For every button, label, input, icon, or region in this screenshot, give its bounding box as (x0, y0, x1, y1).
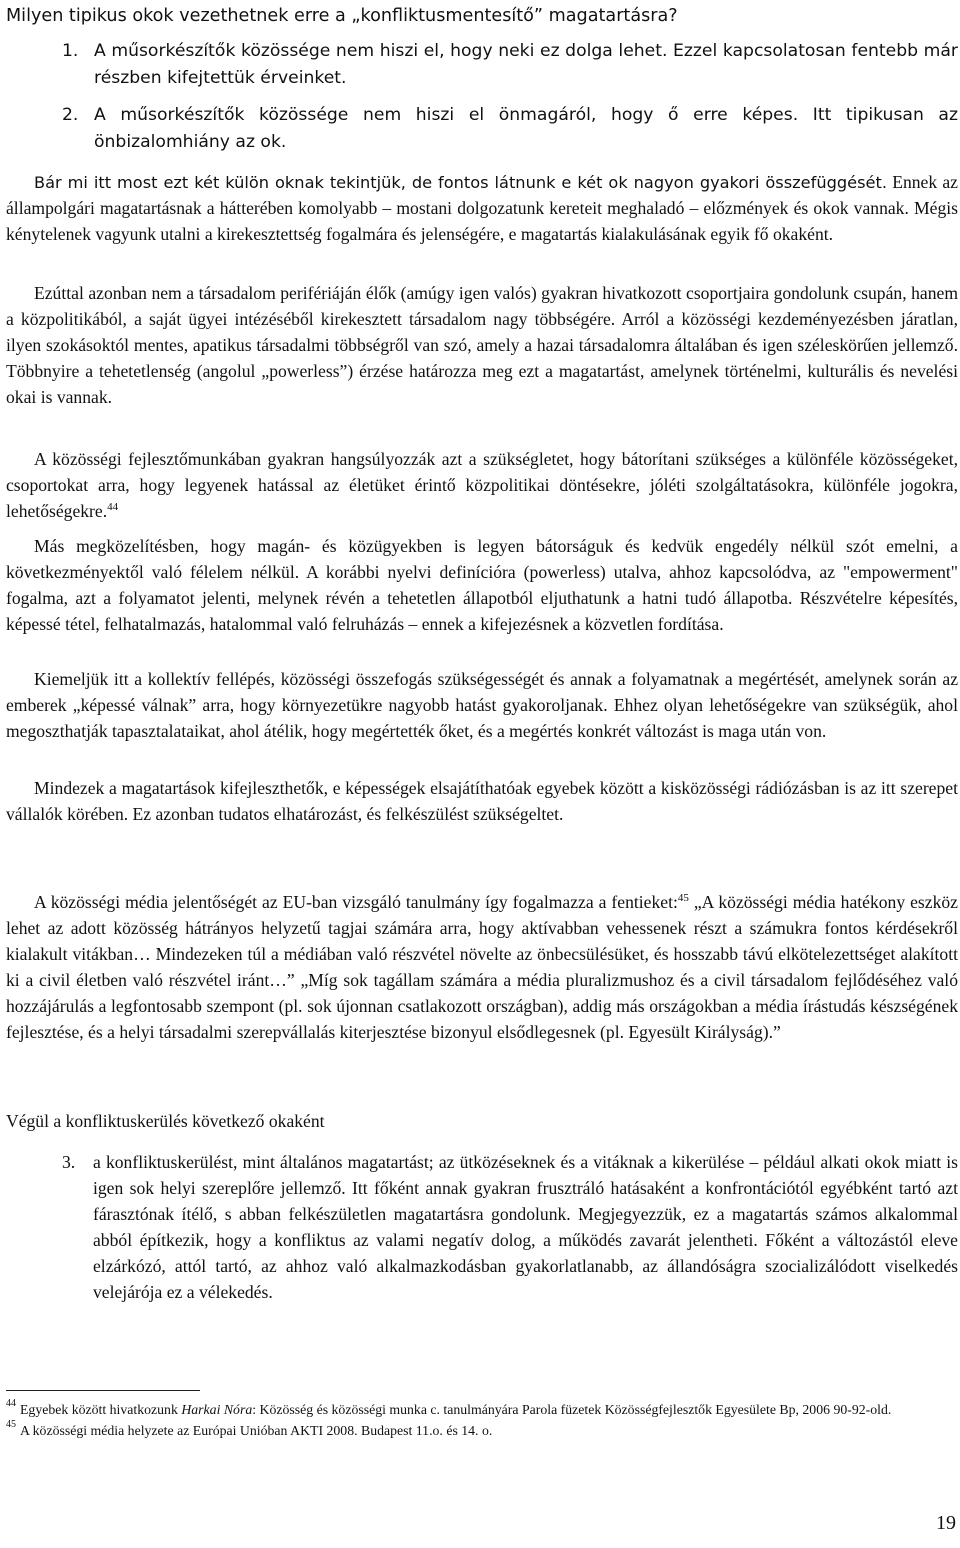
footnote-ref-44: 44 (107, 500, 119, 513)
footnotes (6, 1400, 958, 1440)
footnote-divider (6, 1390, 200, 1391)
footnote-text: A közösségi média helyzete az Európai Unióban AKTI 2008. Budapest 11.o. és 14. o. (20, 1423, 493, 1438)
footnote-44: 44 Egyebek között hivatkozunk Harkai Nóra: Közösség és közösségi munka c. tanulmányára Parola füzetek Közösségfejlesztők Egyesülete Bp, 2006 90-92-old. (6, 1398, 892, 1417)
list-text: A műsorkészítők közössége nem hiszi el, hogy neki ez dolga lehet. Ezzel kapcsolatosan fentebb már részben kifejtettük érveinket. (94, 41, 958, 88)
paragraph-1 (6, 170, 958, 248)
paragraph-3-text: A közösségi fejlesztőmunkában gyakran hangsúlyozzák azt a szükségletet, hogy bátorítani szükséges a különféle közösségeket, csoportokat arra, hogy legyenek hatással az életüket érintő közpolitikai döntésekre, jóléti szolgáltatásokra, különféle jogokra, lehetőségekre. (6, 449, 958, 521)
footnote-ref-45: 45 (677, 892, 689, 904)
list-number: 3. (62, 1152, 76, 1172)
footnote-text: Egyebek között hivatkozunk (20, 1402, 182, 1417)
list-number: 2. (62, 105, 79, 125)
paragraph-5: Kiemeljük itt a kollektív fellépés, közösségi összefogás szükségességét és annak a folyamatnak a megértését, amelynek során az emberek „képessé válnak” arra, hogy környezetükre nagyobb hatást gyakoroljanak. Ehhez olyan lehetőségekre van szükségük, ahol megoszthatják tapasztalataikat, ahol átélik, hogy megértették őket, és a megértés konkrét változást is maga után von. (6, 669, 958, 741)
paragraph-6: Mindezek a magatartások kifejleszthetők, e képességek elsajátíthatóak egyebek között a kisközösségi rádiózásban is az itt szerepet vállalók körében. Ez azonban tudatos elhatározást, és felkészülést szükségeltet. (6, 778, 958, 824)
list-text: a konfliktuskerülést, mint általános magatartást; az ütközéseknek és a vitáknak a kikerülése – például alkati okok miatt is igen sok helyi szereplőre jellemző. Itt főként annak gyakran frusztráló hatásaként a konfrontációtól egyébként tartó azt fárasztónak ítélő, s abban felkészületlen magatartásra gondolunk. Megjegyezzük, ez a magatartás számos alkalommal abból építkezik, hogy a konfliktus az valami negatív dolog, a működés zavarát jelentheti. Főként a változástól eleve elzárkózó, attól tartó, az ahhoz való alkalmazkodásban gyakorlatlanabb, az állandóságra szocializálódott viselkedés velejárója ez a vélekedés. (93, 1152, 958, 1302)
footnote-45: 45 A közösségi média helyzete az Európai Unióban AKTI 2008. Budapest 11.o. és 14. o. (6, 1419, 493, 1438)
question-heading: Milyen tipikus okok vezethetnek erre a „konfliktusmentesítő” magatartásra? (6, 6, 678, 26)
paragraph-8: Végül a konfliktuskerülés következő okaként (6, 1111, 325, 1131)
paragraph-2: Ezúttal azonban nem a társadalom perifériáján élők (amúgy igen valós) gyakran hivatkozott csoportjaira gondolunk csupán, hanem a közpolitikából, a saját ügyei intézéséből kirekesztett társadalom nagy többségére. Arról a közösségi kezdeményezésben járatlan, ilyen szokásoktól mentes, apatikus társadalmi többségről van szó, amely a hazai társadalomra általában és igen széleskörűen jellemző. Többnyire a tehetetlenség (angolul „powerless”) érzése határozza meg ezt a magatartást, amelynek történelmi, kulturális és nevelési okai is vannak. (6, 283, 958, 407)
paragraph-7-text: A közösségi média jelentőségét az EU-ban vizsgáló tanulmány így fogalmazza a fentieket: (34, 892, 678, 912)
page-number: 19 (936, 1512, 956, 1534)
paragraph-4: Más megközelítésben, hogy magán- és közügyekben is legyen bátorságuk és kedvük engedély nélkül szót emelni, a következményektől való félelem nélkül. A korábbi nyelvi definícióra (powerless) utalva, ahhoz kapcsolódva, az "empowerment" fogalma, azt a folyamatot jelenti, melynek révén a tehetetlen állapotból eljuthatunk a hatni tudó állapotba. Részvételre képesítés, képessé tétel, felhatalmazás, hatalommal való felruházás – ennek a kifejezésnek a közvetlen fordítása. (6, 536, 958, 634)
paragraph-7 (6, 890, 958, 1045)
paragraph-7-quote: „A közösségi média hatékony eszköz lehet az adott közösség hátrányos helyzetű tagjai számára arra, hogy aktívabban vehessenek részt a számukra fontos kérdésekről kialakult vitákban… Mindezeken túl a médiában való részvétel növelte az önbecsülésüket, és hosszabb távú elkötelezettséget alakított ki a civil életben való részvétel iránt…” „Míg sok tagállam számára a média pluralizmushoz és a civil társadalom fejlődéséhez való hozzájárulás a legfontosabb szempont (pl. sok újonnan csatlakozott országban), addig más országokban a média írástudás készségének fejlesztése, és a helyi társadalmi szerepvállalás kiterjesztése bizonyul elsődlegesnek (pl. Egyesült Királyság).” (6, 892, 958, 1042)
list-number: 1. (62, 41, 79, 61)
paragraph-1-sans: Bár mi itt most ezt két külön oknak tekintjük, de fontos látnunk e két ok nagyon gyakori összefüggését. (34, 173, 887, 192)
list-text: A műsorkészítők közössége nem hiszi el önmagáról, hogy ő erre képes. Itt tipikusan az önbizalomhiány az ok. (94, 105, 958, 152)
paragraph-3 (6, 447, 958, 525)
footnote-author: Harkai Nóra (181, 1402, 253, 1417)
paragraph-1-serif: Ennek az állampolgári magatartásnak a hátterében komolyabb – mostani dolgozatunk kereteit meghaladó – előzmények és okok vannak. Mégis kénytelenek vagyunk utalni a kirekesztettség fogalmára és jelenségére, e magatartás kialakulásának egyik fő okaként. (6, 172, 958, 244)
footnote-text: : Közösség és közösségi munka c. tanulmányára Parola füzetek Közösségfejlesztők Egyesülete Bp, 2006 90-92-old. (252, 1402, 892, 1417)
